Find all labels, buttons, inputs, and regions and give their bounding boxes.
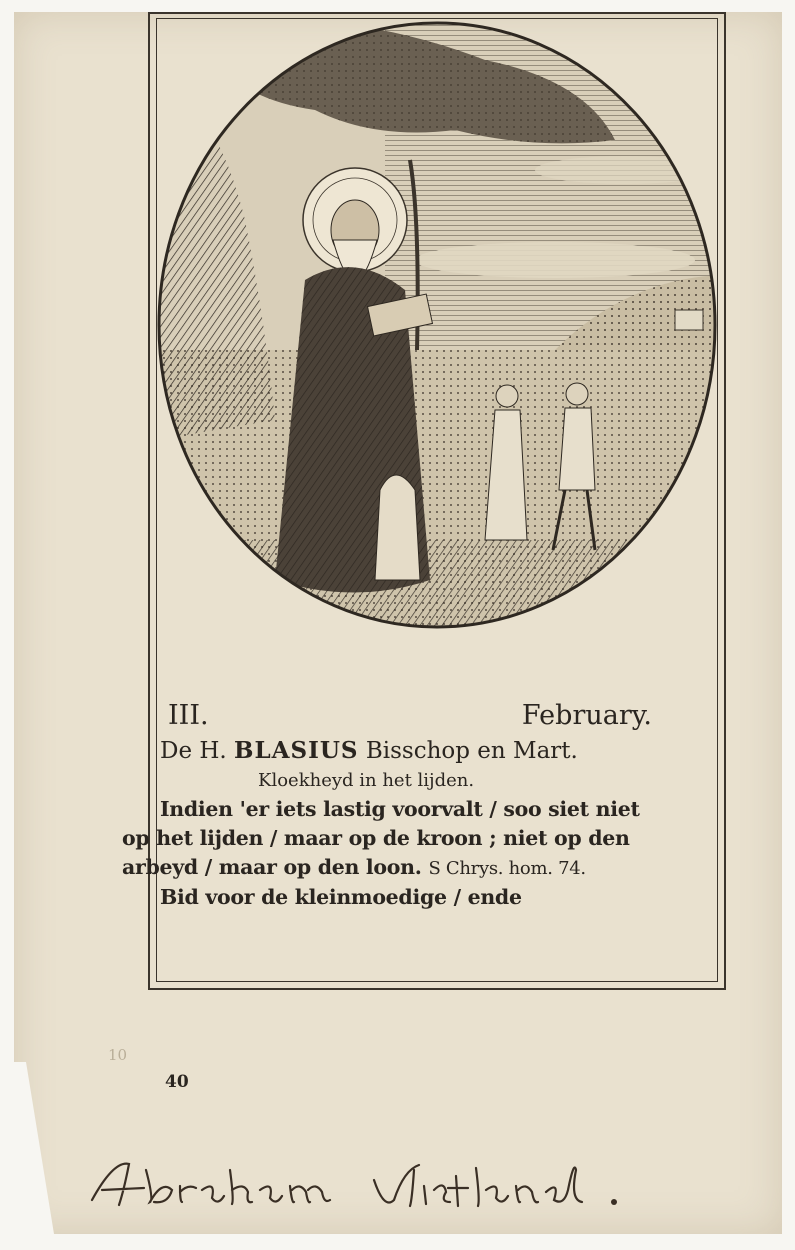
handwritten-signature	[84, 1150, 644, 1230]
quote-block	[122, 795, 700, 912]
virtue-line: Kloekheyd in het lijden.	[258, 770, 475, 791]
quote-reference: S Chrys. hom. 74.	[428, 858, 586, 879]
sheet-number: 40	[165, 1072, 189, 1092]
quote-line-with-ref	[122, 853, 700, 883]
saint-line	[160, 737, 700, 764]
ghost-sheet-number: 10	[108, 1046, 128, 1064]
card-text	[122, 700, 700, 912]
month-name: February.	[521, 700, 652, 731]
quote-line: Indien 'er iets lastig voorvalt / soo siet niet	[160, 797, 640, 821]
saint-prefix: De H.	[160, 738, 227, 764]
torn-corner	[14, 1062, 54, 1234]
saint-name: BLASIUS	[234, 737, 359, 764]
day-number: III.	[168, 700, 209, 731]
quote-line: arbeyd / maar op den loon.	[122, 855, 422, 879]
engraving-illustration	[155, 20, 720, 635]
quote-line: op het lijden / maar op de kroon ; niet op den	[122, 826, 630, 850]
date-row	[160, 700, 700, 731]
prayer-line: Bid voor de kleinmoedige / ende	[160, 885, 522, 909]
saint-title: Bisschop en Mart.	[365, 738, 578, 764]
